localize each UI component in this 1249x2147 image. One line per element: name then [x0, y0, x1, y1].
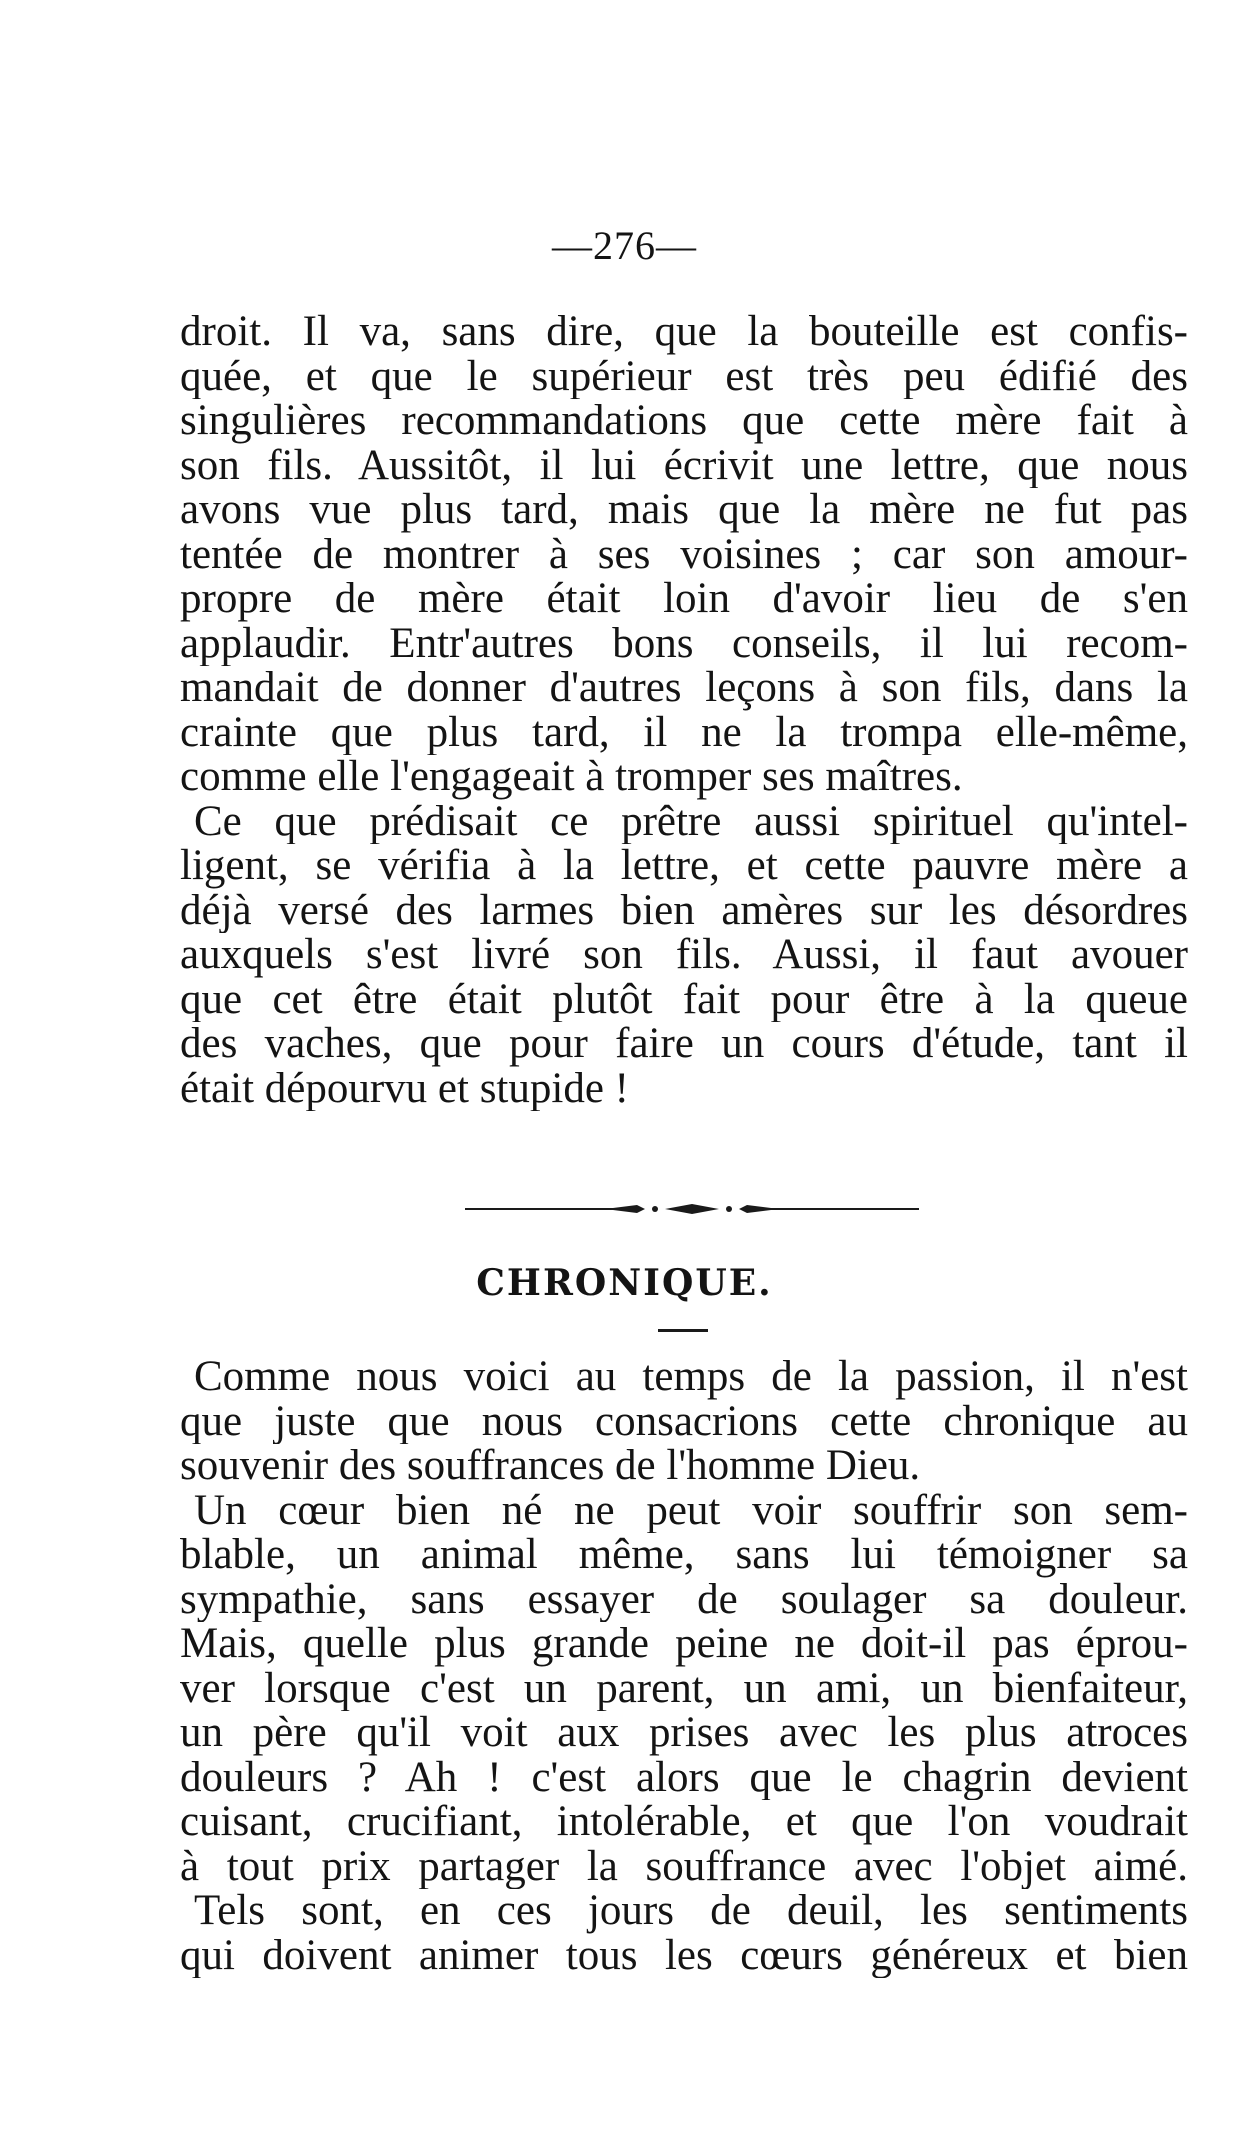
text-line: qui doivent animer tous les cœurs généreux et bien	[180, 1933, 1188, 1978]
text-line: Un cœur bien né ne peut voir souffrir son sem-	[194, 1488, 1188, 1533]
text-line: auxquels s'est livré son fils. Aussi, il faut avouer	[180, 933, 1188, 978]
text-line: comme elle l'engageait à tromper ses maîtres.	[180, 755, 963, 800]
text-line: Comme nous voici au temps de la passion, il n'est	[194, 1355, 1188, 1400]
text-line: était dépourvu et stupide !	[180, 1066, 629, 1111]
text-line: que cet être était plutôt fait pour être à la queue	[180, 977, 1188, 1022]
text-line: souvenir des souffrances de l'homme Dieu.	[180, 1444, 921, 1489]
text-line: propre de mère était loin d'avoir lieu de s'en	[180, 577, 1188, 622]
paragraph-block-1	[180, 310, 1188, 1111]
text-line: blable, un animal même, sans lui témoigner sa	[180, 1533, 1188, 1578]
text-line: droit. Il va, sans dire, que la bouteille est confis-	[180, 310, 1188, 355]
text-line: Tels sont, en ces jours de deuil, les sentiments	[194, 1889, 1188, 1934]
section-heading: CHRONIQUE.	[476, 1262, 773, 1304]
text-line: son fils. Aussitôt, il lui écrivit une lettre, que nous	[180, 443, 1188, 488]
text-line: crainte que plus tard, il ne la trompa elle-même,	[180, 710, 1188, 755]
text-line: cuisant, crucifiant, intolérable, et que l'on voudrait	[180, 1800, 1188, 1845]
text-line: Mais, quelle plus grande peine ne doit-il pas éprou-	[180, 1622, 1188, 1667]
text-line: que juste que nous consacrions cette chronique au	[180, 1399, 1188, 1444]
text-line: ligent, se vérifia à la lettre, et cette pauvre mère a	[180, 844, 1188, 889]
text-line: applaudir. Entr'autres bons conseils, il lui recom-	[180, 621, 1188, 666]
text-line: déjà versé des larmes bien amères sur les désordres	[180, 888, 1188, 933]
paragraph-block-2	[180, 1355, 1188, 1978]
text-line: singulières recommandations que cette mère fait à	[180, 399, 1188, 444]
text-line: quée, et que le supérieur est très peu édifié des	[180, 354, 1188, 399]
text-line: mandait de donner d'autres leçons à son fils, dans la	[180, 666, 1188, 711]
text-line: à tout prix partager la souffrance avec l'objet aimé.	[180, 1844, 1188, 1889]
text-line: douleurs ? Ah ! c'est alors que le chagrin devient	[180, 1755, 1188, 1800]
text-line: sympathie, sans essayer de soulager sa douleur.	[180, 1577, 1188, 1622]
ornamental-divider	[465, 1202, 919, 1216]
text-line: avons vue plus tard, mais que la mère ne fut pas	[180, 488, 1188, 533]
text-line: un père qu'il voit aux prises avec les plus atroces	[180, 1711, 1188, 1756]
page-number: —276—	[552, 223, 697, 268]
text-line: ver lorsque c'est un parent, un ami, un bienfaiteur,	[180, 1666, 1188, 1711]
text-line: des vaches, que pour faire un cours d'étude, tant il	[180, 1022, 1188, 1067]
text-line: tentée de montrer à ses voisines ; car son amour-	[180, 532, 1188, 577]
text-line: Ce que prédisait ce prêtre aussi spirituel qu'intel-	[194, 799, 1188, 844]
heading-underline	[658, 1329, 708, 1332]
